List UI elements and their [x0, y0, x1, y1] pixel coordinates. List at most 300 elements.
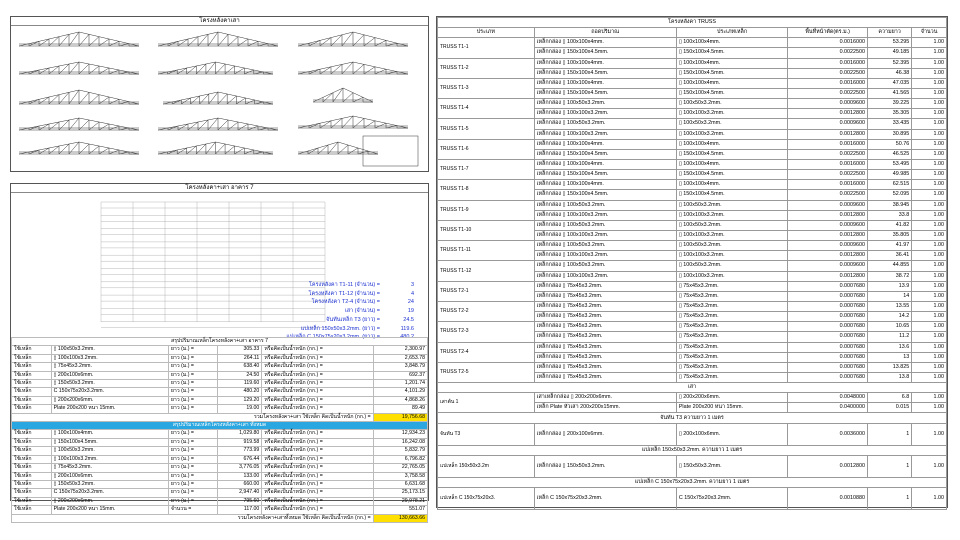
truss-drawing-panel	[10, 16, 429, 172]
table-row	[438, 261, 947, 271]
summary-cell: 119.60	[218, 380, 262, 388]
table-cell: 11.2	[868, 332, 912, 342]
count-label: โครงหลังคา T1-11 (จำนวน) =	[308, 282, 380, 288]
truss-sketch	[298, 62, 408, 74]
column-header: พื้นที่หน้าตัด(ตร.ม.)	[788, 28, 868, 38]
table-cell: 0.0016000	[788, 58, 868, 68]
truss-type: TRUSS T1-3	[438, 78, 535, 98]
truss-type: TRUSS T1-6	[438, 139, 535, 159]
summary-row	[12, 506, 428, 514]
table-cell: 0.015	[868, 403, 912, 413]
table-cell: เหล็กกล่อง ▯ 75x45x3.2mm.	[534, 372, 676, 382]
table-cell: 0.0009600	[788, 261, 868, 271]
count-row	[286, 316, 414, 325]
summary-cell: ใช้เหล็ก	[12, 430, 52, 438]
table-cell: เหล็กกล่อง ▯ 100x100x4mm.	[534, 180, 676, 190]
panel-title: โครงหลังคา+เสา อาคาร 7	[11, 184, 428, 193]
summary-row	[12, 346, 428, 354]
summary-row	[12, 497, 428, 505]
summary-cell: หรือคิดเป็นน้ำหนัก (กก.) =	[262, 396, 373, 404]
summary-cell: ยาว (ม.) =	[168, 480, 217, 488]
summary-cell: หรือคิดเป็นน้ำหนัก (กก.) =	[262, 346, 373, 354]
summary-cell: 795.60	[218, 497, 262, 505]
table-cell: 0.0022500	[788, 149, 868, 159]
table-cell: เหล็กกล่อง ▯ 100x100x4mm.	[534, 58, 676, 68]
truss-sketch	[158, 118, 278, 130]
summary-cell: Plate 200x200 หนา 15mm.	[51, 405, 168, 413]
table-row	[438, 487, 947, 509]
table-cell: เหล็กกล่อง ▯ 150x100x4.5mm.	[534, 190, 676, 200]
table-cell: 47.035	[868, 78, 912, 88]
table-cell: ▯ 200x100x6mm.	[676, 423, 787, 445]
count-value: 3	[410, 282, 414, 288]
count-label: แปเหล็ก C 150x75x20x3.2mm. (ยาว) =	[286, 334, 380, 341]
table-cell: 1.00	[912, 271, 947, 281]
table-row	[438, 58, 947, 68]
summary-cell: C 150x75x20x3.2mm.	[51, 388, 168, 396]
summary-tables	[11, 337, 428, 523]
table-cell: ▯ 75x45x3.2mm.	[676, 352, 787, 362]
table-cell: 6.8	[868, 393, 912, 403]
table-cell: ▯ 75x45x3.2mm.	[676, 342, 787, 352]
table-cell: 0.0009600	[788, 119, 868, 129]
table-cell: ▯ 100x100x3.2mm.	[676, 129, 787, 139]
summary-title: สรุปปริมาณเหล็กโครงหลังคา+เสา ทั้งหมด	[12, 422, 428, 430]
summary-cell: ยาว (ม.) =	[168, 388, 217, 396]
table-cell: 1.00	[912, 312, 947, 322]
table-cell: 1.00	[912, 149, 947, 159]
table-cell: 0.0009600	[788, 241, 868, 251]
summary-cell: หรือคิดเป็นน้ำหนัก (กก.) =	[262, 405, 373, 413]
summary-cell: ใช้เหล็ก	[12, 354, 52, 362]
table-cell: เหล็กกล่อง ▯ 75x45x3.2mm.	[534, 312, 676, 322]
summary-cell: ใช้เหล็ก	[12, 489, 52, 497]
table-cell: 1.00	[912, 423, 947, 445]
summary-row	[12, 363, 428, 371]
table-cell: ▯ 75x45x3.2mm.	[676, 291, 787, 301]
table-cell: ▯ 200x200x6mm.	[676, 393, 787, 403]
table-cell: 1.00	[912, 455, 947, 477]
truss-sketch	[158, 62, 273, 74]
table-cell: เหล็กกล่อง ▯ 75x45x3.2mm.	[534, 281, 676, 291]
truss-sketch	[163, 92, 273, 104]
section-title: เสา	[438, 383, 947, 393]
table-cell: 1.00	[912, 58, 947, 68]
table-cell: 13.9	[868, 281, 912, 291]
summary-cell: 4,101.29	[373, 388, 427, 396]
table-cell: ▯ 75x45x3.2mm.	[676, 301, 787, 311]
truss-sketch	[158, 32, 278, 46]
summary-row	[12, 464, 428, 472]
truss-sketch	[158, 142, 273, 154]
summary-title: สรุปปริมาณเหล็กโครงหลังคา+เสา อาคาร 7	[12, 338, 428, 346]
table-cell: 10.65	[868, 322, 912, 332]
table-cell: เหล็กกล่อง ▯ 100x100x3.2mm.	[534, 271, 676, 281]
count-value: 4	[410, 290, 414, 297]
table-cell: เหล็กกล่อง ▯ 75x45x3.2mm.	[534, 322, 676, 332]
table-cell: 0.0007680	[788, 372, 868, 382]
table-cell: 0.0022500	[788, 48, 868, 58]
summary-row	[12, 455, 428, 463]
count-label: โครงหลังคา T2-4 (จำนวน) =	[311, 299, 380, 306]
section-title: แปเหล็ก 150x50x3.2mm. ความยาว 1 เมตร	[438, 445, 947, 455]
column-header: ความยาว	[868, 28, 912, 38]
table-cell: ▯ 150x100x4.5mm.	[676, 170, 787, 180]
table-row	[438, 139, 947, 149]
table-cell: 1.00	[912, 109, 947, 119]
table-row	[438, 78, 947, 88]
table-cell: ▯ 100x100x3.2mm.	[676, 210, 787, 220]
table-cell: 1.00	[912, 139, 947, 149]
count-label: เสา (จำนวน) =	[344, 308, 380, 315]
table-cell: ▯ 75x45x3.2mm.	[676, 281, 787, 291]
summary-cell: หรือคิดเป็นน้ำหนัก (กก.) =	[262, 354, 373, 362]
table-cell: 0.0012800	[788, 109, 868, 119]
table-cell: 1.00	[912, 68, 947, 78]
table-cell: 0.0036000	[788, 423, 868, 445]
summary-cell: ยาว (ม.) =	[168, 472, 217, 480]
section-row	[438, 445, 947, 455]
summary-row	[12, 380, 428, 388]
table-cell: 0.0009600	[788, 220, 868, 230]
summary-row	[12, 438, 428, 446]
table-row	[438, 159, 947, 169]
truss-type: เสาต้น 1	[438, 393, 535, 413]
summary-total-row	[12, 514, 428, 522]
table-cell: เหล็กกล่อง ▯ 75x45x3.2mm.	[534, 332, 676, 342]
summary-cell: 773.99	[218, 447, 262, 455]
summary-cell: 480.20	[218, 388, 262, 396]
table-cell: ▯ 100x100x3.2mm.	[676, 230, 787, 240]
summary-cell: 133.00	[218, 472, 262, 480]
table-cell: 39.225	[868, 99, 912, 109]
count-label: จันทันเหล็ก T3 (ยาว) =	[326, 316, 380, 323]
table-cell: 0.0012800	[788, 271, 868, 281]
summary-cell: ใช้เหล็ก	[12, 472, 52, 480]
table-row	[438, 180, 947, 190]
truss-type: TRUSS T2-2	[438, 301, 535, 321]
table-cell: ▯ 100x50x3.2mm.	[676, 119, 787, 129]
table-cell: 1	[868, 455, 912, 477]
summary-cell: หรือคิดเป็นน้ำหนัก (กก.) =	[262, 472, 373, 480]
table-row	[438, 301, 947, 311]
table-cell: เหล็กกล่อง ▯ 150x100x4.5mm.	[534, 68, 676, 78]
summary-cell: 89.49	[373, 405, 427, 413]
quantity-counts	[286, 281, 414, 342]
summary-cell: 6,631.68	[373, 480, 427, 488]
summary-cell: 29,978.21	[373, 497, 427, 505]
table-cell: 13	[868, 352, 912, 362]
summary-cell: หรือคิดเป็นน้ำหนัก (กก.) =	[262, 380, 373, 388]
table-cell: 0.0022500	[788, 68, 868, 78]
table-cell: 30.895	[868, 129, 912, 139]
table-cell: 1.00	[912, 170, 947, 180]
table-cell: ▯ 100x100x4mm.	[676, 159, 787, 169]
summary-cell: ใช้เหล็ก	[12, 363, 52, 371]
table-cell: ▯ 75x45x3.2mm.	[676, 332, 787, 342]
summary-cell: ใช้เหล็ก	[12, 497, 52, 505]
table-cell: ▯ 100x50x3.2mm.	[676, 99, 787, 109]
table-cell: ▯ 75x45x3.2mm.	[676, 312, 787, 322]
summary-cell: ใช้เหล็ก	[12, 455, 52, 463]
summary-cell: หรือคิดเป็นน้ำหนัก (กก.) =	[262, 480, 373, 488]
table-cell: เหล็กกล่อง ▯ 75x45x3.2mm.	[534, 352, 676, 362]
table-cell: 49.985	[868, 170, 912, 180]
summary-cell: 4,868.26	[373, 396, 427, 404]
summary-cell: ยาว (ม.) =	[168, 464, 217, 472]
table-cell: เหล็กกล่อง ▯ 100x100x3.2mm.	[534, 251, 676, 261]
table-cell: ▯ 100x100x4mm.	[676, 58, 787, 68]
summary-cell: C 150x75x20x3.2mm.	[51, 489, 168, 497]
summary-cell: 6,796.82	[373, 455, 427, 463]
table-cell: เหล็ก Plate หัวเสา 200x200x15mm.	[534, 403, 676, 413]
table-row	[438, 220, 947, 230]
table-cell: 0.0007680	[788, 332, 868, 342]
count-row	[286, 290, 414, 299]
truss-type: แปเหล็ก C 150x75x20x3.	[438, 487, 535, 509]
summary-cell: หรือคิดเป็นน้ำหนัก (กก.) =	[262, 464, 373, 472]
table-cell: 0.0009600	[788, 99, 868, 109]
table-cell: เหล็กกล่อง ▯ 100x100x4mm.	[534, 159, 676, 169]
table-cell: 0.0007680	[788, 342, 868, 352]
table-cell: 1.00	[912, 220, 947, 230]
section-row	[438, 413, 947, 423]
truss-table-panel	[436, 16, 948, 508]
table-row	[438, 281, 947, 291]
table-cell: 46.525	[868, 149, 912, 159]
table-row	[438, 423, 947, 445]
table-cell: เหล็กกล่อง ▯ 150x100x4.5mm.	[534, 149, 676, 159]
table-cell: 13.6	[868, 342, 912, 352]
truss-type: TRUSS T1-10	[438, 220, 535, 240]
truss-type: TRUSS T1-12	[438, 261, 535, 281]
summary-cell: 3,758.58	[373, 472, 427, 480]
summary-cell: หรือคิดเป็นน้ำหนัก (กก.) =	[262, 438, 373, 446]
summary-cell: 5,832.79	[373, 447, 427, 455]
table-cell: 1.00	[912, 88, 947, 98]
table-cell: ▯ 100x50x3.2mm.	[676, 220, 787, 230]
table-cell: 0.0016000	[788, 159, 868, 169]
table-cell: เหล็กกล่อง ▯ 100x100x3.2mm.	[534, 129, 676, 139]
panel-title: โครงหลังคาเสา	[11, 17, 428, 26]
truss-drawings	[13, 26, 428, 171]
summary-cell: 117.00	[218, 506, 262, 514]
summary-cell: 3,776.05	[218, 464, 262, 472]
summary-cell: ใช้เหล็ก	[12, 405, 52, 413]
table-cell: เหล็กกล่อง ▯ 100x100x3.2mm.	[534, 210, 676, 220]
table-cell: 1.00	[912, 230, 947, 240]
summary-cell: หรือคิดเป็นน้ำหนัก (กก.) =	[262, 371, 373, 379]
table-cell: 50.76	[868, 139, 912, 149]
table-cell: เหล็ก C 150x75x20x3.2mm.	[534, 487, 676, 509]
summary-cell: ▯ 100x100x4mm.	[51, 430, 168, 438]
summary-cell: 692.37	[373, 371, 427, 379]
table-cell: 1.00	[912, 38, 947, 48]
table-cell: 1.00	[912, 301, 947, 311]
truss-sketch	[298, 142, 378, 154]
truss-sketch	[298, 116, 408, 128]
table-cell: 13.55	[868, 301, 912, 311]
summary-cell: 2,947.40	[218, 489, 262, 497]
table-cell: เหล็กกล่อง ▯ 75x45x3.2mm.	[534, 342, 676, 352]
table-row	[438, 241, 947, 251]
summary-cell: ใช้เหล็ก	[12, 371, 52, 379]
table-cell: เหล็กกล่อง ▯ 75x45x3.2mm.	[534, 291, 676, 301]
table-cell: 52.095	[868, 190, 912, 200]
column-header: ประเภทเหล็ก	[676, 28, 787, 38]
summary-cell: ▯ 150x50x3.2mm.	[51, 480, 168, 488]
table-cell: ▯ 100x50x3.2mm.	[676, 241, 787, 251]
summary-cell: ▯ 150x50x3.2mm.	[51, 380, 168, 388]
summary-cell: ยาว (ม.) =	[168, 346, 217, 354]
table-cell: ▯ 150x100x4.5mm.	[676, 48, 787, 58]
summary-total-label: รวมโครงหลังคา+เสา ใช้เหล็ก คิดเป็นน้ำหนัก (กก.) =	[12, 413, 374, 421]
table-cell: 1.00	[912, 129, 947, 139]
table-cell: 1.00	[912, 487, 947, 509]
table-cell: เหล็กกล่อง ▯ 75x45x3.2mm.	[534, 362, 676, 372]
table-cell: ▯ 75x45x3.2mm.	[676, 362, 787, 372]
table-cell: 0.0012800	[788, 455, 868, 477]
summary-cell: ใช้เหล็ก	[12, 380, 52, 388]
summary-cell: 24.50	[218, 371, 262, 379]
summary-cell: ▯ 150x100x4.5mm.	[51, 438, 168, 446]
table-cell: เหล็กกล่อง ▯ 100x50x3.2mm.	[534, 220, 676, 230]
table-cell: 1.00	[912, 200, 947, 210]
truss-type: TRUSS T1-9	[438, 200, 535, 220]
truss-type: TRUSS T2-1	[438, 281, 535, 301]
table-cell: เหล็กกล่อง ▯ 100x50x3.2mm.	[534, 261, 676, 271]
table-cell: เหล็กกล่อง ▯ 150x100x4.5mm.	[534, 48, 676, 58]
summary-row	[12, 480, 428, 488]
table-cell: 1.00	[912, 403, 947, 413]
truss-type: TRUSS T2-3	[438, 322, 535, 342]
table-cell: ▯ 100x100x4mm.	[676, 180, 787, 190]
table-cell: ▯ 100x100x4mm.	[676, 139, 787, 149]
table-cell: 62.515	[868, 180, 912, 190]
summary-cell: ยาว (ม.) =	[168, 363, 217, 371]
truss-type: TRUSS T1-11	[438, 241, 535, 261]
table-cell: 0.0016000	[788, 38, 868, 48]
count-value: 480.2	[400, 334, 414, 341]
table-row	[438, 342, 947, 352]
table-cell: 1.00	[912, 48, 947, 58]
table-cell: 13.8	[868, 372, 912, 382]
summary-cell: 264.11	[218, 354, 262, 362]
summary-row	[12, 388, 428, 396]
table-cell: 41.565	[868, 88, 912, 98]
table-cell: ▯ 100x100x4mm.	[676, 78, 787, 88]
table-row	[438, 322, 947, 332]
summary-row	[12, 430, 428, 438]
summary-cell: 22,765.05	[373, 464, 427, 472]
summary-cell: ▯ 100x100x3.2mm.	[51, 354, 168, 362]
table-cell: 1.00	[912, 372, 947, 382]
summary-cell: ยาว (ม.) =	[168, 455, 217, 463]
summary-cell: หรือคิดเป็นน้ำหนัก (กก.) =	[262, 455, 373, 463]
table-cell: ▯ 150x100x4.5mm.	[676, 149, 787, 159]
truss-type: TRUSS T1-8	[438, 180, 535, 200]
detail-sketch	[363, 136, 418, 166]
table-cell: 33.435	[868, 119, 912, 129]
table-cell: ▯ 100x100x3.2mm.	[676, 109, 787, 119]
column-header: ถอดปริมาณ	[534, 28, 676, 38]
summary-cell: 16,242.08	[373, 438, 427, 446]
summary-cell: ▯ 200x100x6mm.	[51, 472, 168, 480]
truss-type: TRUSS T2-5	[438, 362, 535, 382]
summary-cell: หรือคิดเป็นน้ำหนัก (กก.) =	[262, 447, 373, 455]
summary-cell: 551.07	[373, 506, 427, 514]
table-cell: ▯ 75x45x3.2mm.	[676, 322, 787, 332]
summary-cell: 305.33	[218, 346, 262, 354]
table-cell: 1.00	[912, 342, 947, 352]
table-cell: 1.00	[912, 78, 947, 88]
table-cell: ▯ 150x50x3.2mm.	[676, 455, 787, 477]
table-cell: ▯ 100x100x4mm.	[676, 38, 787, 48]
table-cell: 0.0012800	[788, 251, 868, 261]
table-cell: 0.0400000	[788, 403, 868, 413]
truss-sketch	[19, 62, 139, 74]
summary-cell: ยาว (ม.) =	[168, 380, 217, 388]
table-cell: 53.495	[868, 159, 912, 169]
truss-type: TRUSS T1-2	[438, 58, 535, 78]
table-cell: 0.0016000	[788, 139, 868, 149]
table-title: โครงหลังคา TRUSS	[438, 18, 947, 28]
table-cell: 0.0012800	[788, 210, 868, 220]
table-cell: 1	[868, 487, 912, 509]
summary-cell: ยาว (ม.) =	[168, 489, 217, 497]
truss-type: TRUSS T1-4	[438, 99, 535, 119]
summary-cell: 2,653.78	[373, 354, 427, 362]
truss-type: TRUSS T1-5	[438, 119, 535, 139]
summary-cell: 19.00	[218, 405, 262, 413]
table-cell: 1.00	[912, 119, 947, 129]
section-title: จันทัน T3 ความยาว 1 เมตร	[438, 413, 947, 423]
table-cell: 44.855	[868, 261, 912, 271]
truss-type: แปเหล็ก 150x50x3.2m	[438, 455, 535, 477]
table-cell: 1.00	[912, 190, 947, 200]
table-cell: 0.0016000	[788, 78, 868, 88]
table-cell: ▯ 100x50x3.2mm.	[676, 200, 787, 210]
summary-total-label: รวมโครงหลังคา+เสาทั้งหมด ใช้เหล็ก คิดเป็นน้ำหนัก (กก.) =	[12, 514, 374, 522]
summary-cell: ยาว (ม.) =	[168, 396, 217, 404]
table-cell: 0.0009600	[788, 200, 868, 210]
table-cell: 1.00	[912, 180, 947, 190]
table-cell: 41.97	[868, 241, 912, 251]
summary-cell: 25,173.15	[373, 489, 427, 497]
table-cell: Plate 200x200 หนา 15mm.	[676, 403, 787, 413]
section-title: แปเหล็ก C 150x75x20x3.2mm. ความยาว 1 เมตร	[438, 477, 947, 487]
table-cell: 35.805	[868, 230, 912, 240]
summary-cell: หรือคิดเป็นน้ำหนัก (กก.) =	[262, 497, 373, 505]
summary-cell: ▯ 200x100x6mm.	[51, 371, 168, 379]
table-cell: ▯ 100x50x3.2mm.	[676, 261, 787, 271]
table-cell: 0.0010880	[788, 487, 868, 509]
summary-cell: 1,029.80	[218, 430, 262, 438]
building-summary-panel	[10, 183, 429, 521]
truss-table	[437, 17, 947, 510]
summary-cell: ▯ 200x200x6mm.	[51, 497, 168, 505]
summary-cell: หรือคิดเป็นน้ำหนัก (กก.) =	[262, 388, 373, 396]
summary-cell: ใช้เหล็ก	[12, 396, 52, 404]
summary-cell: Plate 200x200 หนา 15mm.	[51, 506, 168, 514]
truss-sketch	[298, 32, 408, 46]
summary-table	[11, 337, 428, 523]
table-cell: 0.0022500	[788, 170, 868, 180]
table-cell: 0.0048000	[788, 393, 868, 403]
table-cell: 0.0022500	[788, 88, 868, 98]
table-cell: 1.00	[912, 261, 947, 271]
table-cell: เหล็กกล่อง ▯ 100x100x3.2mm.	[534, 109, 676, 119]
